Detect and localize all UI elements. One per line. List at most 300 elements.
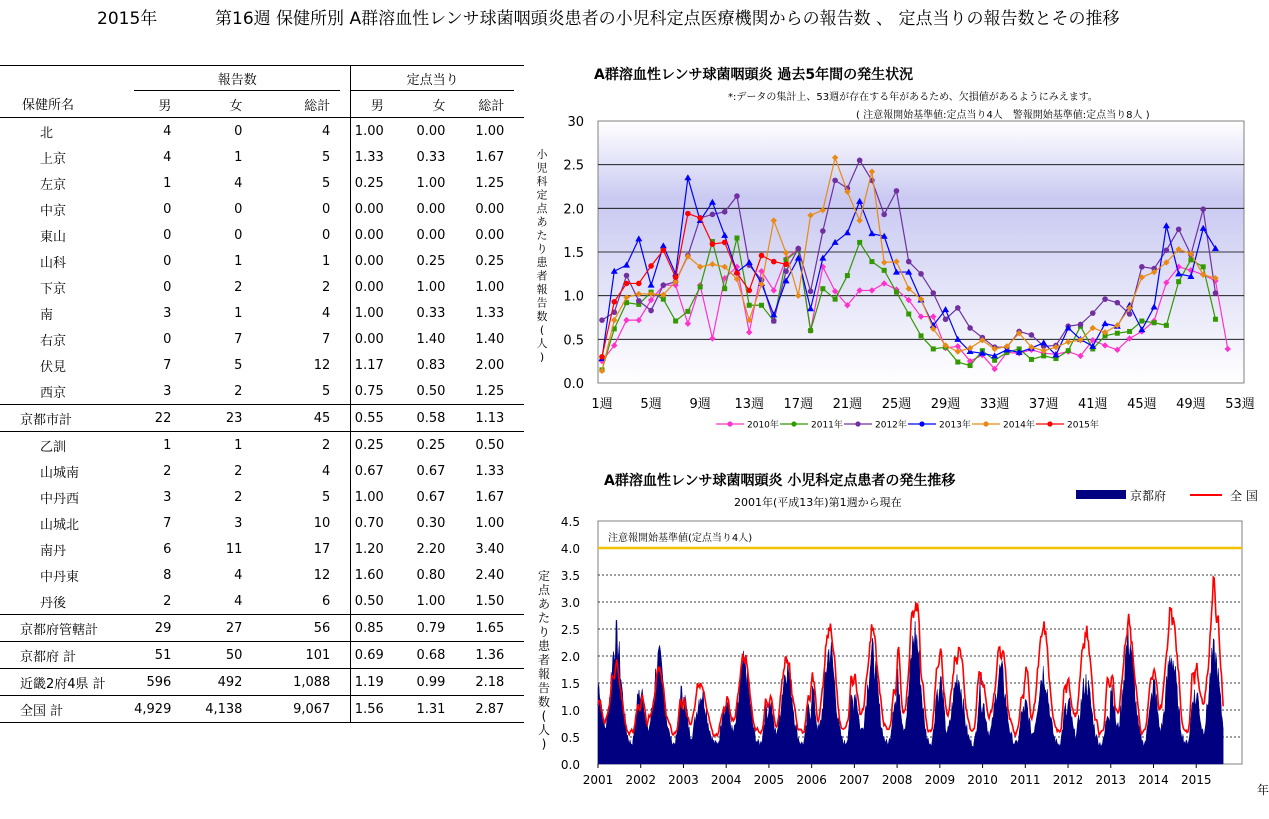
chart2-x-tick: 2015	[1180, 773, 1212, 787]
chart1-point	[624, 281, 630, 287]
cell-total: 5	[322, 149, 331, 165]
cell-name: 山科	[40, 255, 67, 271]
chart1-point	[648, 263, 654, 269]
chart1-y-tick: 1.5	[563, 246, 584, 261]
cell-rate-male: 0.25	[354, 175, 384, 191]
chart2-x-label: 年	[1256, 783, 1269, 797]
cell-rate-male: 1.00	[354, 123, 384, 139]
cell-name: 山城南	[40, 465, 80, 481]
chart1-legend-label: 2014年	[1003, 420, 1035, 431]
chart2-y-label-char: た	[537, 611, 551, 625]
cell-total: 4	[322, 463, 331, 479]
chart1-point	[698, 284, 703, 289]
cell-name: 北	[40, 125, 54, 141]
chart1-point	[1078, 322, 1084, 328]
cell-name: 上京	[40, 151, 67, 167]
chart1-point	[1139, 264, 1145, 270]
cell-rate-female: 0.68	[416, 647, 446, 663]
cell-total: 1,088	[293, 674, 331, 690]
cell-name: 南	[40, 307, 54, 323]
chart1-point	[1164, 323, 1169, 328]
cell-female: 0	[234, 123, 243, 139]
chart1-point	[906, 259, 912, 265]
chart1-point	[930, 290, 936, 296]
chart2-x-tick: 2009	[924, 773, 956, 787]
cell-female: 27	[225, 620, 243, 636]
chart2-y-tick: 2.5	[560, 623, 580, 637]
cell-female: 7	[234, 331, 243, 347]
cell-total: 0	[322, 201, 331, 217]
chart1-point	[1029, 357, 1034, 362]
cell-name: 右京	[40, 333, 67, 349]
table-row	[0, 196, 524, 222]
col-header-rate-female: 女	[432, 98, 446, 114]
chart2-y-label-char: り	[537, 625, 551, 639]
table-row	[0, 118, 524, 145]
cell-name: 南丹	[40, 543, 67, 559]
chart1-y-label-char: 告	[536, 296, 548, 310]
chart1-point	[833, 297, 838, 302]
table-row	[0, 642, 524, 669]
chart1-point	[722, 286, 727, 291]
cell-male: 29	[154, 620, 172, 636]
cell-rate-total: 1.00	[475, 515, 505, 531]
chart1-point	[636, 298, 642, 304]
cell-name: 京都府管轄計	[20, 622, 99, 638]
cell-female: 1	[234, 149, 243, 165]
table-row	[0, 274, 524, 300]
chart2-y-label-char: 患	[537, 639, 551, 653]
chart1-legend-label: 2010年	[747, 420, 779, 431]
chart1-threshold-note: ( 注意報開始基準値:定点当り4人 警報開始基準値:定点当り8人 )	[856, 110, 1150, 121]
cell-total: 101	[305, 647, 331, 663]
cell-male: 7	[163, 357, 172, 373]
cell-rate-male: 1.20	[354, 541, 384, 557]
chart2-y-label-char: あ	[537, 597, 551, 611]
chart2-y-label-char: 定	[537, 569, 551, 583]
cell-name: 西京	[40, 385, 67, 401]
chart1-point	[1176, 279, 1181, 284]
cell-total: 1	[322, 253, 331, 269]
chart1-point	[967, 325, 973, 331]
cell-rate-total: 3.40	[475, 541, 505, 557]
chart2-y-tick: 4.5	[560, 515, 580, 529]
table-row	[0, 588, 524, 615]
cell-rate-female: 0.83	[416, 357, 446, 373]
cell-name: 山城北	[40, 517, 80, 533]
chart2-y-tick: 1.0	[560, 704, 580, 718]
cell-rate-female: 1.00	[416, 593, 446, 609]
cell-male: 7	[163, 515, 172, 531]
chart1-point	[1115, 331, 1120, 336]
chart1-legend-label: 2011年	[811, 420, 843, 431]
cell-total: 0	[322, 227, 331, 243]
chart1-y-label-char: 人	[536, 337, 548, 350]
cell-name: 京都府 計	[20, 649, 77, 665]
chart1-point	[857, 240, 862, 245]
chart1-point	[1127, 329, 1132, 334]
chart1-y-label-char: 報	[536, 283, 548, 296]
chart2-y-tick: 4.0	[560, 542, 580, 556]
cell-female: 4	[234, 593, 243, 609]
cell-male: 8	[163, 567, 172, 583]
cell-rate-male: 1.00	[354, 305, 384, 321]
cell-rate-male: 0.50	[354, 593, 384, 609]
table-row	[0, 458, 524, 484]
chart2-x-tick: 2012	[1052, 773, 1084, 787]
cell-rate-total: 0.25	[475, 253, 505, 269]
cell-rate-total: 1.00	[475, 279, 505, 295]
cell-name: 全国 計	[20, 703, 64, 719]
chart1-x-tick: 53週	[1225, 397, 1255, 412]
cell-rate-total: 0.50	[475, 437, 505, 453]
group-header-reports: 報告数	[134, 66, 340, 91]
chart1-legend-marker	[1047, 421, 1052, 426]
chart1-point	[685, 309, 690, 314]
cell-female: 4	[234, 567, 243, 583]
chart2-y-tick: 0.5	[560, 731, 580, 745]
table-row	[0, 248, 524, 274]
chart1-y-tick: 1.0	[563, 289, 584, 305]
cell-male: 0	[163, 227, 172, 243]
cell-rate-male: 0.00	[354, 227, 384, 243]
cell-rate-total: 1.40	[475, 331, 505, 347]
cell-rate-male: 1.19	[354, 674, 384, 690]
chart2-legend-national-label: 全 国	[1230, 489, 1258, 503]
cell-male: 0	[163, 201, 172, 217]
cell-total: 6	[322, 593, 331, 609]
table-row	[0, 222, 524, 248]
table-row	[0, 432, 524, 459]
chart2-y-tick: 1.5	[560, 677, 580, 691]
chart1-legend-label: 2015年	[1067, 420, 1099, 431]
chart1-point	[1164, 247, 1170, 253]
chart2-x-tick: 2008	[881, 773, 913, 787]
cell-name: 中丹東	[40, 569, 80, 585]
chart1-y-tick: 0.5	[563, 333, 584, 349]
cell-female: 2	[234, 383, 243, 399]
cell-total: 2	[322, 279, 331, 295]
cell-rate-male: 1.56	[354, 701, 384, 717]
chart2-y-label-char: 数	[537, 695, 551, 709]
chart1-point	[722, 240, 728, 246]
cell-rate-female: 0.25	[416, 253, 446, 269]
chart1-x-tick: 41週	[1077, 397, 1108, 412]
chart2-y-tick: 2.0	[560, 650, 580, 664]
chart1-point	[673, 318, 678, 323]
chart1-legend-marker	[855, 421, 860, 426]
chart2-x-tick: 2002	[625, 773, 657, 787]
cell-rate-female: 0.00	[416, 201, 446, 217]
cell-male: 4	[163, 123, 172, 139]
chart1-point	[1213, 317, 1218, 322]
chart1-point	[1029, 332, 1035, 338]
chart1-point	[808, 328, 813, 333]
chart1-y-tick: 30	[567, 115, 584, 130]
cell-male: 0	[163, 253, 172, 269]
chart2-y-label-char: (	[541, 709, 547, 723]
chart1-note: *:データの集計上、53週が存在する年があるため、欠損値があるようにみえます。	[728, 92, 1098, 103]
chart2-y-tick: 0.0	[560, 758, 580, 772]
chart1-y-label-char: 点	[536, 202, 548, 215]
chart1-x-tick: 17週	[783, 397, 814, 412]
chart1-x-tick: 13週	[734, 397, 765, 412]
cell-rate-total: 1.67	[475, 149, 505, 165]
table-row	[0, 300, 524, 326]
table-row	[0, 696, 524, 723]
cell-rate-female: 0.33	[416, 305, 446, 321]
cell-rate-total: 1.00	[475, 123, 505, 139]
cell-rate-total: 1.50	[475, 593, 505, 609]
cell-total: 56	[313, 620, 331, 636]
cell-total: 7	[322, 331, 331, 347]
chart1-legend-marker	[727, 421, 732, 426]
chart1-y-label-char: 者	[536, 269, 548, 283]
chart1-point	[611, 299, 617, 305]
cell-total: 2	[322, 437, 331, 453]
chart1-x-tick: 37週	[1028, 397, 1059, 412]
cell-rate-female: 2.20	[416, 541, 446, 557]
cell-female: 1	[234, 305, 243, 321]
chart1-x-tick: 21週	[832, 397, 863, 412]
cell-rate-female: 0.67	[416, 489, 446, 505]
chart1-y-label-char: 数	[536, 310, 548, 323]
chart1-point	[783, 261, 789, 267]
chart1-y-label-char: (	[539, 323, 545, 337]
chart1-point	[710, 241, 716, 247]
table-row	[0, 510, 524, 536]
cell-male: 2	[163, 593, 172, 609]
chart1-point	[636, 281, 642, 287]
chart1-y-label-char: 患	[536, 256, 548, 269]
chart1-point	[832, 178, 838, 184]
cell-female: 0	[234, 227, 243, 243]
cell-total: 45	[313, 410, 331, 426]
chart1-point	[747, 303, 752, 308]
cell-rate-total: 0.00	[475, 227, 505, 243]
cell-rate-male: 0.55	[354, 410, 384, 426]
col-header-rate-male: 男	[370, 98, 384, 114]
table-row	[0, 378, 524, 405]
chart1-point	[894, 188, 900, 194]
chart1-point	[1102, 296, 1108, 302]
chart1-point	[734, 193, 740, 199]
chart2-x-tick: 2013	[1095, 773, 1127, 787]
chart1-point	[955, 305, 961, 311]
cell-rate-male: 1.00	[354, 489, 384, 505]
cell-total: 5	[322, 383, 331, 399]
chart1-y-label-char: 小	[536, 148, 548, 161]
chart1-point	[710, 212, 716, 218]
cell-name: 京都市計	[20, 412, 73, 428]
chart1-point	[771, 259, 777, 265]
chart2-x-tick: 2007	[839, 773, 870, 787]
chart1-legend-marker	[791, 421, 796, 426]
cell-rate-total: 1.33	[475, 305, 505, 321]
cell-male: 4,929	[134, 701, 172, 717]
cell-female: 50	[225, 647, 243, 663]
cell-female: 23	[225, 410, 243, 426]
chart1-x-tick: 45週	[1127, 397, 1157, 412]
chart2-y-label-char: 点	[537, 583, 551, 597]
table-row	[0, 615, 524, 642]
chart2-y-label-char: 者	[537, 653, 551, 667]
chart1-y-label-char: り	[536, 242, 548, 256]
chart1-point	[1139, 318, 1144, 323]
cell-rate-female: 1.31	[416, 701, 446, 717]
report-table	[0, 65, 524, 723]
cell-rate-male: 0.00	[354, 331, 384, 347]
chart1-point	[992, 358, 997, 363]
chart1-legend-label: 2013年	[939, 420, 971, 431]
cell-female: 0	[234, 201, 243, 217]
cell-rate-total: 2.18	[475, 674, 505, 690]
long-term-trend-chart	[530, 484, 1269, 797]
chart1-point	[943, 316, 949, 322]
cell-rate-total: 0.00	[475, 201, 505, 217]
cell-female: 4	[234, 175, 243, 191]
chart1-point	[783, 268, 789, 274]
cell-rate-male: 0.67	[354, 463, 384, 479]
table-body	[0, 118, 524, 723]
cell-name: 乙訓	[40, 439, 67, 455]
chart2-x-tick: 2011	[1010, 773, 1041, 787]
cell-female: 2	[234, 489, 243, 505]
cell-name: 伏見	[40, 359, 67, 375]
table-row	[0, 669, 524, 696]
chart1-point	[931, 346, 936, 351]
chart1-x-tick: 9週	[689, 397, 711, 412]
chart1-point	[759, 303, 764, 308]
cell-male: 3	[163, 383, 172, 399]
chart1-point	[820, 228, 826, 234]
chart2-threshold-label: 注意報開始基準値(定点当り4人)	[608, 533, 753, 544]
cell-rate-total: 1.13	[475, 410, 505, 426]
chart1-point	[1201, 264, 1206, 269]
cell-male: 1	[163, 437, 172, 453]
chart1-x-tick: 29週	[930, 397, 961, 412]
cell-rate-male: 1.17	[354, 357, 384, 373]
table-row	[0, 484, 524, 510]
chart1-x-tick: 5週	[640, 397, 662, 412]
chart1-point	[759, 253, 765, 259]
cell-male: 0	[163, 331, 172, 347]
cell-rate-female: 0.33	[416, 149, 446, 165]
cell-rate-female: 0.99	[416, 674, 446, 690]
chart1-point	[771, 318, 777, 324]
cell-rate-total: 1.36	[475, 647, 505, 663]
chart1-x-tick: 33週	[979, 397, 1010, 412]
weekly-incidence-chart	[530, 110, 1265, 430]
cell-rate-female: 1.40	[416, 331, 446, 347]
cell-rate-male: 0.00	[354, 279, 384, 295]
cell-rate-male: 0.00	[354, 253, 384, 269]
chart1-title: A群溶血性レンサ球菌咽頭炎 過去5年間の発生状況	[594, 67, 914, 83]
cell-rate-female: 0.00	[416, 227, 446, 243]
chart1-point	[599, 354, 605, 360]
chart2-y-label-char: 報	[537, 667, 551, 681]
chart2-title: A群溶血性レンサ球菌咽頭炎 小児科定点患者の発生推移	[604, 473, 956, 489]
chart1-point	[820, 286, 825, 291]
chart1-point	[869, 259, 874, 264]
cell-rate-total: 1.25	[475, 383, 505, 399]
chart2-x-tick: 2004	[710, 773, 742, 787]
chart1-point	[624, 273, 630, 279]
chart1-x-tick: 49週	[1176, 397, 1206, 412]
cell-total: 17	[313, 541, 331, 557]
cell-male: 6	[163, 541, 172, 557]
cell-total: 12	[313, 567, 331, 583]
cell-rate-total: 1.67	[475, 489, 505, 505]
cell-name: 中京	[40, 203, 67, 219]
chart1-point	[919, 333, 924, 338]
chart1-point	[722, 209, 728, 215]
chart1-point	[1213, 290, 1219, 296]
chart1-point	[1066, 348, 1071, 353]
cell-rate-female: 0.50	[416, 383, 446, 399]
table-row	[0, 170, 524, 196]
chart2-x-tick: 2006	[796, 773, 827, 787]
cell-rate-female: 1.00	[416, 175, 446, 191]
col-header-female: 女	[229, 98, 243, 114]
col-header-name: 保健所名	[22, 98, 75, 114]
chart1-point	[734, 270, 740, 276]
cell-female: 492	[217, 674, 243, 690]
table-row	[0, 536, 524, 562]
chart2-legend-kyoto-swatch	[1076, 490, 1126, 499]
table-row	[0, 144, 524, 170]
chart1-point	[955, 360, 960, 365]
cell-male: 2	[163, 463, 172, 479]
chart2-x-tick: 2003	[668, 773, 699, 787]
chart1-point	[1041, 353, 1046, 358]
chart1-x-tick: 25週	[881, 397, 912, 412]
cell-male: 596	[146, 674, 172, 690]
cell-total: 4	[322, 123, 331, 139]
chart1-point	[673, 275, 679, 281]
cell-rate-male: 0.85	[354, 620, 384, 636]
cell-rate-total: 2.87	[475, 701, 505, 717]
chart1-point	[1200, 206, 1206, 212]
chart1-point	[648, 308, 654, 314]
cell-name: 左京	[40, 177, 67, 193]
cell-rate-total: 1.25	[475, 175, 505, 191]
chart1-x-tick: 1週	[591, 397, 613, 412]
cell-female: 3	[234, 515, 243, 531]
cell-male: 3	[163, 305, 172, 321]
cell-female: 2	[234, 279, 243, 295]
cell-name: 中丹西	[40, 491, 80, 507]
chart2-y-tick: 3.5	[560, 569, 580, 583]
chart2-y-label-char: 人	[537, 723, 551, 737]
chart1-point	[1115, 300, 1121, 306]
chart2-y-label-char: 告	[537, 681, 551, 695]
cell-rate-total: 2.40	[475, 567, 505, 583]
chart2-x-tick: 2005	[753, 773, 785, 787]
cell-female: 4,138	[205, 701, 243, 717]
cell-rate-female: 0.79	[416, 620, 446, 636]
chart1-y-tick: 0.0	[563, 377, 584, 392]
cell-female: 1	[234, 437, 243, 453]
chart1-y-label-char: あ	[536, 215, 548, 229]
col-header-total: 総計	[304, 98, 331, 114]
cell-rate-male: 1.60	[354, 567, 384, 583]
report-year: 2015年	[97, 9, 158, 29]
cell-male: 51	[154, 647, 172, 663]
chart1-y-tick: 2.0	[563, 202, 584, 218]
chart2-x-tick: 2014	[1138, 773, 1169, 787]
chart1-point	[906, 312, 911, 317]
